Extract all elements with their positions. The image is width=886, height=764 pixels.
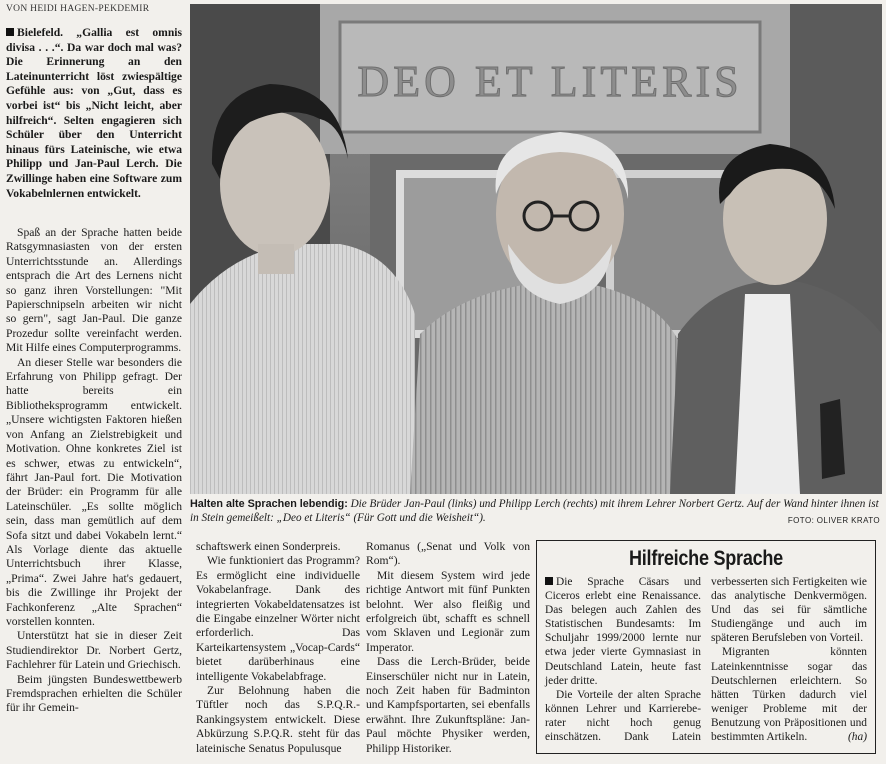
- photo-caption: [190, 497, 882, 525]
- photo-credit: FOTO: OLIVER KRATO: [787, 516, 880, 525]
- byline: VON HEIDI HAGEN-PEKDEMIR: [6, 4, 150, 14]
- article-column-2: [196, 540, 360, 756]
- info-box-title: Hilfreiche Sprache: [629, 547, 783, 570]
- paragraph: Wie funktioniert das Programm? Es ermöglicht eine individuelle Vokabelanfrage. Dank des integrierten Vokabeldatensatzes ist die Eingabe einzelner Wörter nicht erforderlich. Das Karteikartensystem „Vocap-Cards“ bietet darüberhinaus eine intelligente Vokabelabfrage.: [196, 554, 360, 683]
- lead-text: Bielefeld. „Gallia est omnis divisa . . .“. Da war doch mal was? Die Erinnerung an den Lateinunterricht löst zwiespältige Gefühle aus: von „Gut, dass es vorbei ist“ bis „Nicht leicht, aber hilfreich“. Selten engagieren sich Schüler über den Unterricht hinaus fürs Lateinische, wie etwa Philipp und Jan-Paul Lerch. Die Zwillinge haben eine Software zum Vokabelnlernen entwickelt.: [6, 26, 182, 200]
- caption-lead: Halten alte Sprachen lebendig:: [190, 498, 348, 510]
- paragraph: schaftswerk einen Sonderpreis.: [196, 540, 341, 553]
- paragraph: An dieser Stelle war besonders die Erfahrung von Philipp gefragt. Der hatte bereits ein Bibliotheksprogramm entwickelt. „Unsere wichtigsten Faktoren hießen von Anfang an Zielstrebigkeit und Motivation. Ohne konkretes Ziel ist es schwer, etwas zu entwickeln“, fährt Jan-Paul fort. Die Motivation der Brüder: ein Programm für alle Lateinschüler. „Es sollte möglich sein, dass man gemütlich auf dem Sofa sitzt und dabei Vokabeln lernt.“ Als Vorlage diente das aktuelle Unterrichtsbuch ihrer Klasse, „Prima“. Zwei Jahre hat's gedauert, bis die Zwillinge ihr Projekt der Fachkonferenz „Alte Sprachen“ vorstellen konnten.: [6, 355, 182, 628]
- paragraph: Mit diesem System wird jede richtige Antwort mit fünf Punkten belohnt. Wer also fleißig und erfolgreich übt, schafft es schnell vom Sklaven und Legionär zum Imperator.: [366, 568, 530, 654]
- lead-paragraph: [6, 26, 182, 201]
- info-text: Migranten könnten Lateinkenntnisse sogar das Deutschlernen erleichtern. So hätten Türken dadurch viel weniger Probleme mit der Benutzung von Präpositionen und bestimmten Artikeln.: [711, 646, 867, 744]
- stone-inscription: DEO ET LITERIS: [357, 57, 743, 106]
- paragraph: Romanus („Senat und Volk von Rom“).: [366, 540, 530, 568]
- paragraph: Dass die Lerch-Brüder, beide Einserschüler nicht nur in Latein, noch Zeit haben für Badminton und Kampfsportarten, sei ebenfalls erwähnt. Ihre Zukunftspläne: Jan-Paul möchte Physiker werden, Philipp Historiker.: [366, 655, 530, 755]
- info-text: Die Sprache Cäsars und Ciceros erlebt eine Renaissance. Das belegen auch Zahlen des Statistischen Bundesamts: Im Schuljahr 1999/2000 lernte nur etwa jeder vierte Gymnasiast in Deutschland Latein, heute fast jeder dritte.: [545, 576, 701, 687]
- paragraph: Zur Belohnung haben die Tüftler noch das S.P.Q.R.-Rankingsystem entwickelt. Diese Abkürzung S.P.Q.R. steht für das lateinische Senatus Populusque: [196, 684, 360, 755]
- paragraph: Unterstützt hat sie in dieser Zeit Studiendirektor Dr. Norbert Gertz, Fachlehrer für Latein und Griechisch.: [6, 629, 182, 672]
- photo-illustration: [190, 4, 882, 494]
- paragraph: [545, 575, 701, 688]
- caption-text: Die Brüder Jan-Paul (links) und Philipp Lerch (rechts) mit ihrem Lehrer Norbert Gertz. Auf der Wand hinter ihnen ist in Stein gemeißelt: „Deo et Literis“ (Für Gott und die Weisheit“).: [190, 498, 879, 524]
- paragraph: [711, 645, 867, 744]
- paragraph: Spaß an der Sprache hatten beide Ratsgymnasiasten von der ersten Unterrichtsstunde an. Allerdings entsprach die Art des Lernens nicht so ganz ihren Vorstellungen: "Mit Papierschnipseln arbeiten wir nicht so gern", sagt Jan-Paul. Die ganze Prozedur sollte vereinfacht werden. Mit Hilfe eines Computerprogramms.: [6, 226, 182, 355]
- square-bullet-icon: [545, 577, 553, 585]
- info-box: [536, 540, 876, 754]
- info-box-body: [545, 575, 867, 744]
- square-bullet-icon: [6, 28, 14, 36]
- paragraph: Die Vorteile der alten Sprache können Lehrer und Karrierebe-rater nicht hoch genug einschätzen. Dank Latein verbesserten sich Fertigkeiten wie das analytische Denkvermögen. Und das sei für sämtliche Studiengänge und auch im späteren Berufsleben von Vorteil.: [545, 576, 867, 744]
- paragraph: Beim jüngsten Bundeswettbewerb Fremdsprachen erhielten die Schüler für ihr Gemein-: [6, 672, 182, 715]
- article-column-1: [6, 226, 182, 716]
- article-column-3: [366, 540, 530, 756]
- author-initials: (ha): [848, 731, 867, 744]
- article-photo: [190, 4, 882, 494]
